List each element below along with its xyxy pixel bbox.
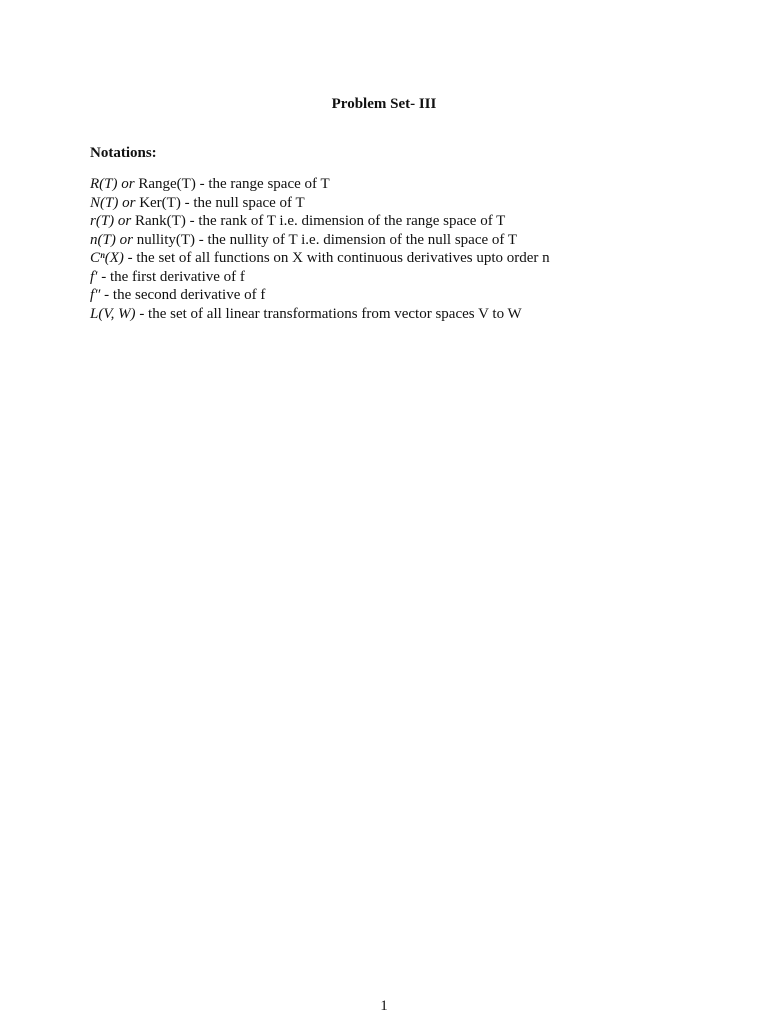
notation-symbol: n(T) bbox=[90, 231, 116, 248]
notation-description: - the set of all linear transformations from vector spaces V to W bbox=[139, 305, 522, 322]
notation-symbol: f″ bbox=[90, 287, 101, 303]
notation-description: - the first derivative of f bbox=[101, 268, 245, 285]
notation-description: - the nullity of T i.e. dimension of the null space of T bbox=[198, 231, 518, 248]
notation-item-first-derivative bbox=[90, 268, 690, 287]
notation-description: - the range space of T bbox=[199, 176, 330, 192]
notation-symbol: L(V, W) bbox=[90, 305, 136, 322]
notation-symbol: r(T) bbox=[90, 213, 115, 229]
notation-description: - the set of all functions on X with continuous derivatives upto order n bbox=[127, 250, 550, 266]
notation-item-range bbox=[90, 175, 690, 194]
notation-symbol: f′ bbox=[90, 268, 98, 285]
notation-symbol: N(T) bbox=[90, 194, 119, 211]
notation-symbol: R(T) bbox=[90, 176, 118, 192]
notation-description: - the null space of T bbox=[184, 194, 305, 211]
notation-item-second-derivative bbox=[90, 286, 690, 305]
notation-alt-symbol: Rank(T) bbox=[135, 213, 186, 229]
notations-list bbox=[90, 175, 690, 323]
notation-description: - the rank of T i.e. dimension of the range space of T bbox=[189, 213, 506, 229]
notation-item-rank bbox=[90, 212, 690, 231]
notation-or: or bbox=[119, 231, 133, 248]
notation-alt-symbol: Range(T) bbox=[138, 176, 196, 192]
notation-description: - the second derivative of f bbox=[104, 287, 266, 303]
notation-or: or bbox=[122, 194, 136, 211]
notation-symbol: Cⁿ(X) bbox=[90, 250, 124, 266]
page-number: 1 bbox=[380, 998, 388, 1014]
notation-item-cn bbox=[90, 249, 690, 268]
notations-heading: Notations: bbox=[90, 145, 157, 161]
notation-item-nullity bbox=[90, 231, 690, 250]
notation-alt-symbol: nullity(T) bbox=[136, 231, 196, 248]
notation-or: or bbox=[121, 176, 135, 192]
notation-item-linear-transformations bbox=[90, 305, 690, 324]
notation-item-null bbox=[90, 194, 690, 213]
page-title: Problem Set- III bbox=[331, 96, 437, 112]
notation-or: or bbox=[117, 213, 132, 229]
notation-alt-symbol: Ker(T) bbox=[139, 194, 181, 211]
